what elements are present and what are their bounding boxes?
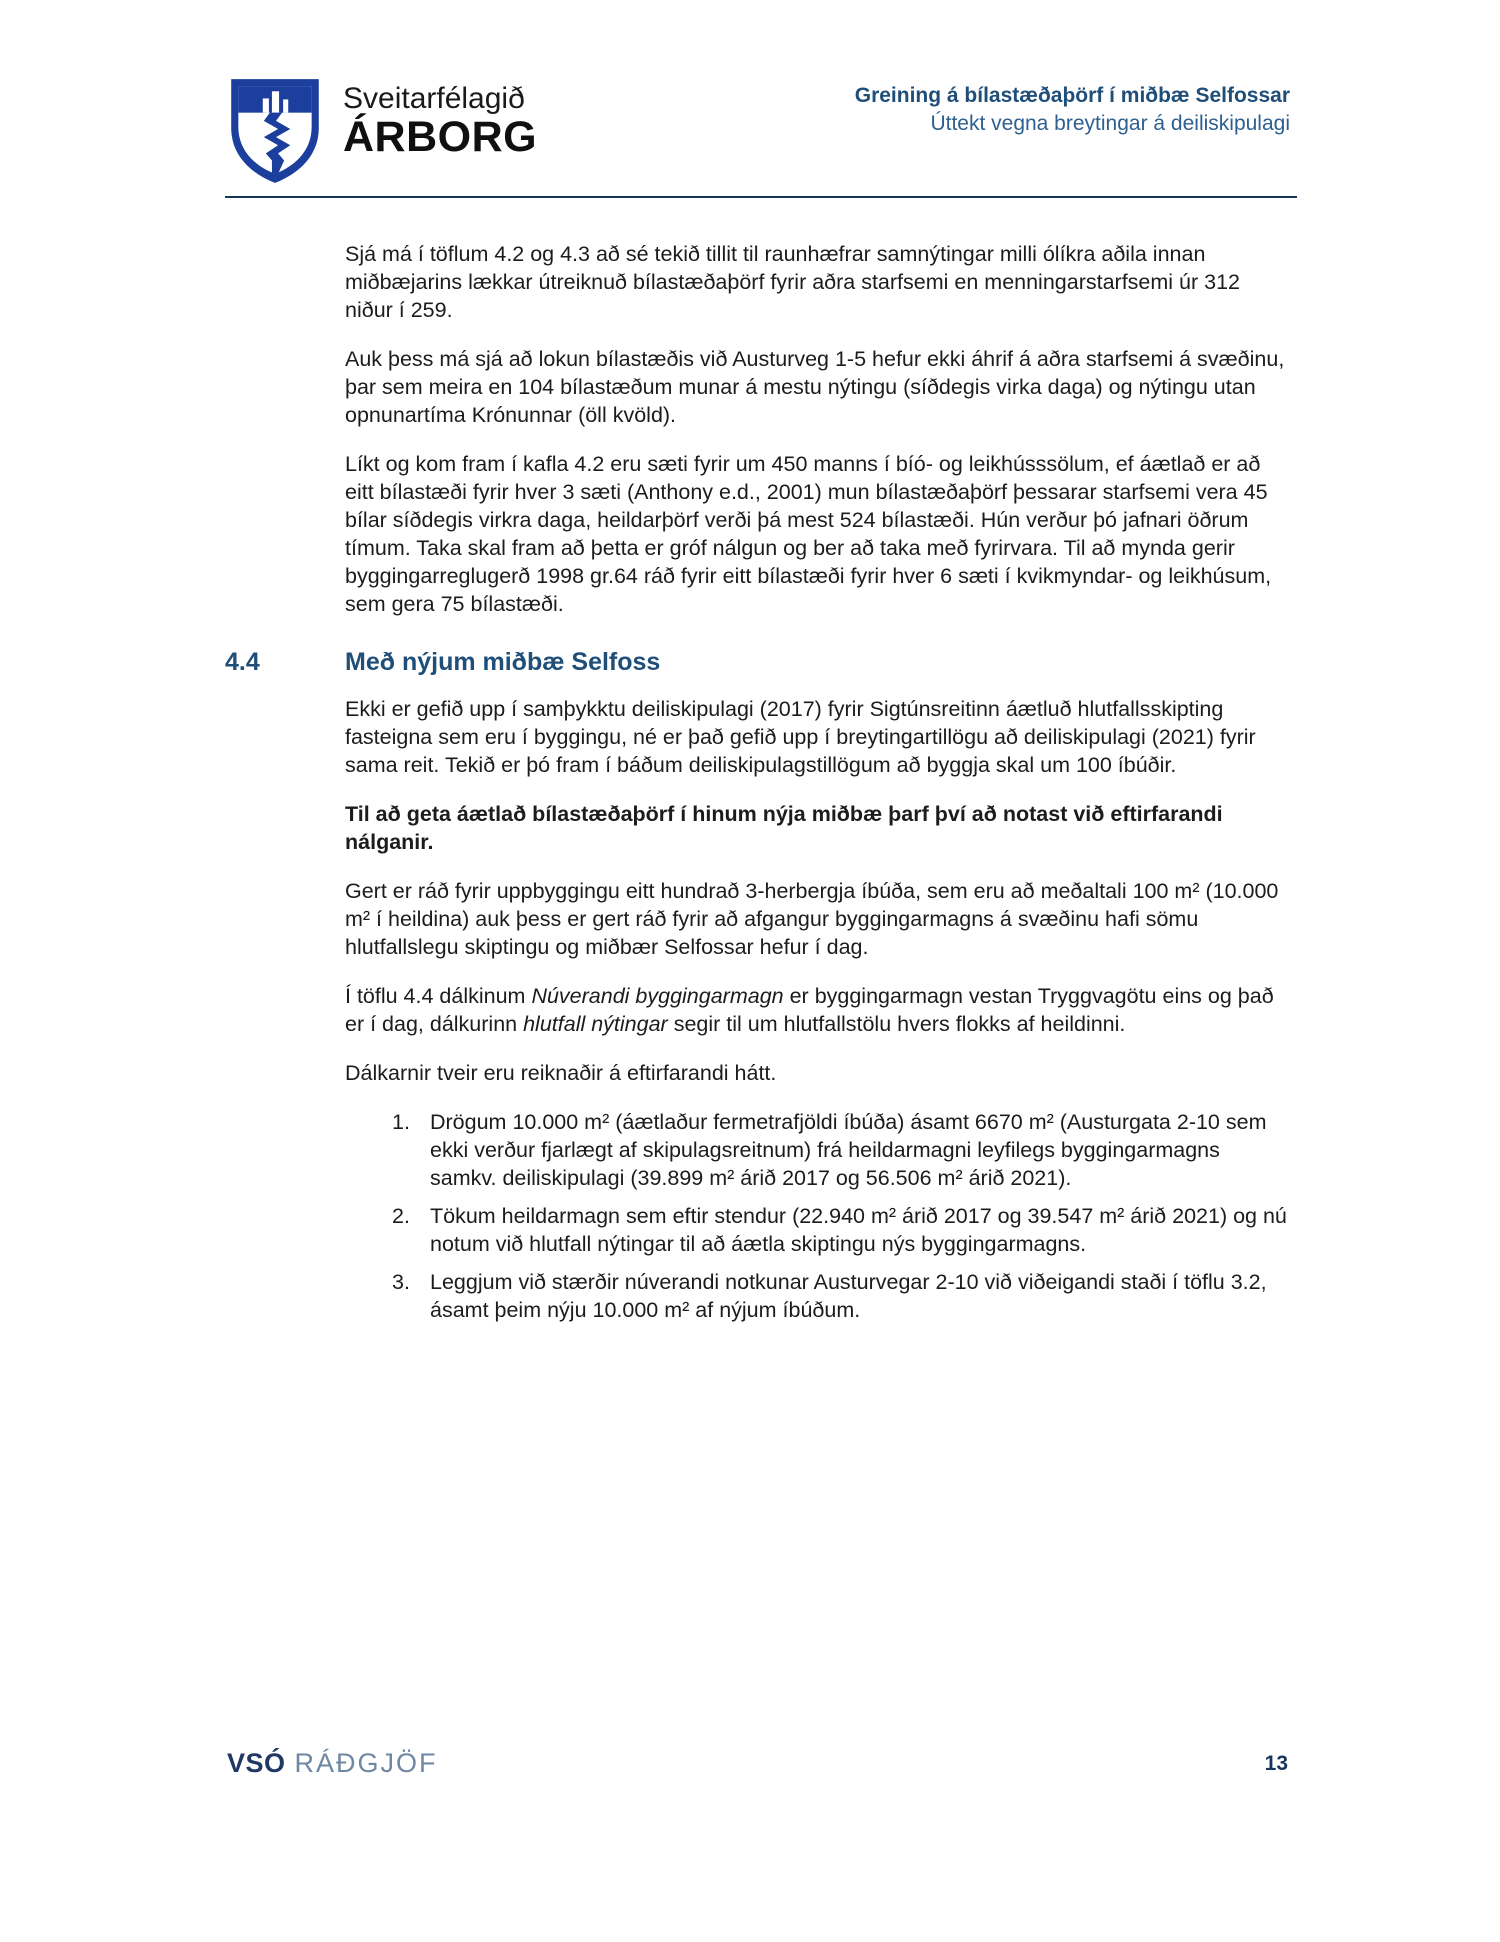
text-segment: Líkt og kom fram í kafla 4.2 eru sæti fyrir um 450 manns í bíó- og leikhússsölum, ef áætlað er að eitt bílastæði fyrir hver 3 sæti (Anthony e.d., 2001) mun bílastæðaþörf þessarar starfsemi vera 45 bílar síðdegis virkra daga, heildarþörf verði þá mest 524 bílastæði. Hún verður þó jafnari öðrum tímum. Taka skal fram að þetta er gróf nálgun og ber að taka með fyrirvara. Til að mynda gerir byggingarreglugerð 1998 gr.64 ráð fyrir eitt bílastæði fyrir hver 6 sæti í kvikmyndar- og leikhúsum, sem gera 75 bílastæði. <box>345 452 1272 616</box>
section-heading <box>225 647 1290 677</box>
text-segment: Ekki er gefið upp í samþykktu deiliskipulagi (2017) fyrir Sigtúnsreitinn áætluð hlutfallsskipting fasteigna sem eru í byggingu, né er það gefið upp í breytingartillögu að deiliskipulagi (2021) fyrir sama reit. Tekið er þó fram í báðum deiliskipulagstillögum að byggja skal um 100 íbúðir. <box>345 697 1256 777</box>
paragraph <box>345 1059 1290 1087</box>
text-segment: Tökum heildarmagn sem eftir stendur (22.940 m² árið 2017 og 39.547 m² árið 2021) og nú notum við hlutfall nýtingar til að áætla skiptingu nýs byggingarmagns. <box>430 1204 1287 1256</box>
paragraph <box>345 450 1290 618</box>
arborg-shield-icon <box>227 75 323 187</box>
text-segment: er byggingarmagn vestan Tryggvagötu eins og það er í dag, dálkurinn <box>345 984 1274 1036</box>
text-segment: Í töflu 4.4 dálkinum <box>345 984 532 1008</box>
arborg-logo <box>227 75 537 187</box>
logo-org-name: ÁRBORG <box>343 113 538 161</box>
text-segment: segir til um hlutfallstölu hvers flokks af heildinni. <box>667 1012 1126 1036</box>
header-rule <box>225 196 1297 198</box>
paragraph <box>345 982 1290 1038</box>
list-item <box>345 1108 1290 1192</box>
footer-brand-radgjof: RÁÐGJÖF <box>294 1748 438 1778</box>
report-subtitle: Úttekt vegna breytingar á deiliskipulagi <box>930 112 1290 135</box>
footer-brand <box>227 1747 438 1779</box>
list-item-number: 2. <box>392 1204 410 1228</box>
report-header <box>855 82 1290 138</box>
paragraph <box>345 345 1290 429</box>
section-title: Með nýjum miðbæ Selfoss <box>345 648 661 676</box>
text-segment: Drögum 10.000 m² (áætlaður fermetrafjöldi íbúða) ásamt 6670 m² (Austurgata 2-10 sem ekki verður fjarlægt af skipulagsreitnum) frá heildarmagni leyfilegs byggingarmagns samkv. deiliskipulagi (39.899 m² árið 2017 og 56.506 m² árið 2021). <box>430 1110 1267 1190</box>
report-title: Greining á bílastæðaþörf í miðbæ Selfossar <box>854 84 1290 107</box>
list-item-text <box>430 1202 1290 1258</box>
list-item <box>345 1268 1290 1324</box>
text-segment: Dálkarnir tveir eru reiknaðir á eftirfarandi hátt. <box>345 1061 777 1085</box>
page-number: 13 <box>1264 1752 1288 1775</box>
text-segment: Til að geta áætlað bílastæðaþörf í hinum nýja miðbæ þarf því að notast við eftirfarandi nálganir. <box>345 802 1223 854</box>
text-segment: Auk þess má sjá að lokun bílastæðis við Austurveg 1-5 hefur ekki áhrif á aðra starfsemi á svæðinu, þar sem meira en 104 bílastæðum munar á mestu nýtingu (síðdegis virka daga) og nýtingu utan opnunartíma Krónunnar (öll kvöld). <box>345 347 1285 427</box>
footer-brand-vso: VSÓ <box>227 1748 286 1778</box>
paragraph <box>345 877 1290 961</box>
document-body <box>225 240 1290 1334</box>
list-item <box>345 1202 1290 1258</box>
list-item-number: 1. <box>392 1110 410 1134</box>
italic-text: hlutfall nýtingar <box>523 1012 668 1036</box>
italic-text: Núverandi byggingarmagn <box>531 984 784 1008</box>
list-item-text <box>430 1108 1290 1192</box>
paragraph <box>345 800 1290 856</box>
list-item-number: 3. <box>392 1270 410 1294</box>
text-segment: Gert er ráð fyrir uppbyggingu eitt hundrað 3-herbergja íbúða, sem eru að meðaltali 100 m² (10.000 m² í heildina) auk þess er gert ráð fyrir að afgangur byggingarmagns á svæðinu hafi sömu hlutfallslegu skiptingu og miðbær Selfossar hefur í dag. <box>345 879 1279 959</box>
text-segment: Sjá má í töflum 4.2 og 4.3 að sé tekið tillit til raunhæfrar samnýtingar milli ólíkra aðila innan miðbæjarins lækkar útreiknuð bílastæðaþörf fyrir aðra starfsemi en menningarstarfsemi úr 312 niður í 259. <box>345 242 1241 322</box>
logo-org-prefix: Sveitarfélagið <box>343 82 525 115</box>
paragraph <box>345 240 1290 324</box>
arborg-logo-text <box>343 75 537 159</box>
paragraph <box>345 695 1290 779</box>
ordered-list <box>345 1108 1290 1324</box>
text-segment: Leggjum við stærðir núverandi notkunar Austurvegar 2-10 við viðeigandi staði í töflu 3.2, ásamt þeim nýju 10.000 m² af nýjum íbúðum. <box>430 1270 1267 1322</box>
section-number: 4.4 <box>225 648 260 676</box>
list-item-text <box>430 1268 1290 1324</box>
